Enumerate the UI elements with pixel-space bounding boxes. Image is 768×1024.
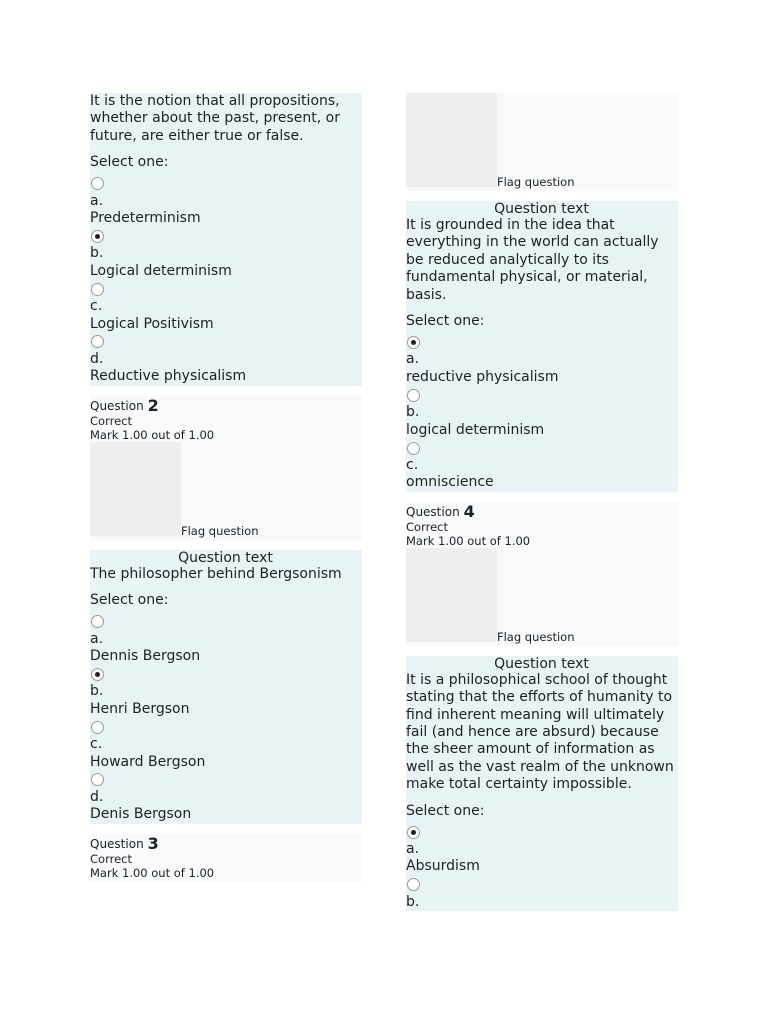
- question-1-options: [90, 175, 361, 386]
- option-letter: a.: [90, 630, 104, 647]
- radio-wrapper: [90, 280, 361, 298]
- question-word: Question: [90, 398, 144, 413]
- select-one-label: Select one:: [90, 592, 169, 609]
- option-label[interactable]: reductive physicalism: [406, 368, 559, 385]
- question-number: [90, 396, 362, 414]
- q2-radio-a[interactable]: [91, 615, 104, 628]
- q1-radio-c[interactable]: [91, 283, 104, 296]
- radio-wrapper: [90, 613, 361, 631]
- question-3-info: [90, 834, 362, 882]
- question-4-options: [406, 823, 677, 911]
- question-text-heading: Question text: [494, 201, 589, 217]
- question-4-info: [406, 502, 678, 646]
- question-text-heading: Question text: [494, 655, 589, 672]
- answer-option[interactable]: [90, 333, 361, 386]
- radio-wrapper: [90, 227, 361, 245]
- radio-wrapper: [406, 876, 677, 894]
- answer-option[interactable]: [90, 665, 361, 718]
- flag-question-link[interactable]: Flag question: [497, 629, 575, 644]
- question-2-info: [90, 396, 362, 540]
- flag-question-area: [406, 93, 678, 189]
- question-1-content: [90, 93, 362, 386]
- q1-radio-a[interactable]: [91, 177, 104, 190]
- option-letter: a.: [90, 192, 104, 209]
- question-mark: Mark 1.00 out of 1.00: [406, 533, 531, 548]
- option-letter: c.: [90, 736, 103, 753]
- flag-question-area: [406, 548, 678, 644]
- question-number: [90, 834, 362, 852]
- flag-icon[interactable]: [406, 93, 497, 187]
- option-letter: b.: [406, 404, 420, 421]
- answer-option[interactable]: [90, 613, 361, 666]
- question-status: Correct: [406, 519, 448, 534]
- option-letter: b.: [90, 245, 104, 262]
- q4-radio-a[interactable]: [407, 826, 420, 839]
- question-number-value: 4: [463, 501, 475, 521]
- question-status: Correct: [90, 413, 132, 428]
- flag-icon[interactable]: [90, 442, 181, 536]
- q2-radio-d[interactable]: [91, 773, 104, 786]
- select-one-label: Select one:: [406, 313, 485, 330]
- answer-option[interactable]: [90, 280, 361, 333]
- select-one-label: Select one:: [90, 154, 169, 171]
- question-number: [406, 502, 678, 520]
- question-2-prompt: The philosopher behind Bergsonism: [90, 565, 342, 582]
- flag-question-link[interactable]: Flag question: [181, 523, 259, 538]
- right-column: [406, 93, 678, 911]
- option-label[interactable]: Howard Bergson: [90, 753, 206, 770]
- option-letter: a.: [406, 351, 420, 368]
- q3-radio-c[interactable]: [407, 442, 420, 455]
- radio-wrapper: [406, 823, 677, 841]
- flag-question-area: [90, 442, 362, 538]
- radio-wrapper: [90, 175, 361, 193]
- left-column: [90, 93, 362, 882]
- flag-icon[interactable]: [406, 548, 497, 642]
- question-word: Question: [406, 504, 460, 519]
- select-one-label: Select one:: [406, 802, 485, 819]
- answer-option[interactable]: [90, 175, 361, 228]
- answer-option[interactable]: [90, 227, 361, 280]
- option-label[interactable]: Denis Bergson: [90, 806, 192, 823]
- option-label[interactable]: omniscience: [406, 474, 494, 491]
- option-letter: d.: [90, 350, 104, 367]
- answer-option[interactable]: [90, 771, 361, 824]
- option-label[interactable]: Reductive physicalism: [90, 368, 247, 385]
- radio-wrapper: [406, 439, 677, 457]
- q3-radio-b[interactable]: [407, 389, 420, 402]
- radio-wrapper: [90, 665, 361, 683]
- option-label[interactable]: Predeterminism: [90, 210, 201, 227]
- question-word: Question: [90, 836, 144, 851]
- option-letter: c.: [90, 298, 103, 315]
- radio-wrapper: [406, 333, 677, 351]
- question-2-content: [90, 550, 362, 824]
- question-number-value: 3: [147, 833, 159, 853]
- question-3-prompt: It is grounded in the idea that everything in the world can actually be reduced analytically to its fundamental physical, or material, basis.: [406, 217, 659, 303]
- question-mark: Mark 1.00 out of 1.00: [90, 427, 215, 442]
- answer-option[interactable]: [90, 718, 361, 771]
- option-label[interactable]: Dennis Bergson: [90, 647, 201, 664]
- question-2-options: [90, 613, 361, 824]
- radio-wrapper: [90, 718, 361, 736]
- option-letter: b.: [90, 683, 104, 700]
- option-letter: c.: [406, 457, 419, 473]
- flag-question-link[interactable]: Flag question: [497, 175, 575, 189]
- q4-radio-b[interactable]: [407, 878, 420, 891]
- option-letter: a.: [406, 841, 420, 858]
- q1-radio-d[interactable]: [91, 335, 104, 348]
- question-3-content: [406, 201, 678, 492]
- option-letter: d.: [90, 788, 104, 805]
- question-4-prompt: It is a philosophical school of thought stating that the efforts of humanity to find inherent meaning will ultimately fail (and hence are absurd) because the sheer amount of information as well as the vast realm of the unknown make total certainty impossible.: [406, 671, 674, 793]
- q2-radio-c[interactable]: [91, 721, 104, 734]
- answer-option[interactable]: [406, 439, 677, 492]
- option-label[interactable]: Henri Bergson: [90, 700, 190, 717]
- q2-radio-b[interactable]: [91, 668, 104, 681]
- radio-wrapper: [406, 386, 677, 404]
- radio-wrapper: [90, 771, 361, 789]
- question-3-options: [406, 333, 677, 491]
- answer-option[interactable]: [406, 333, 677, 386]
- question-mark: Mark 1.00 out of 1.00: [90, 865, 215, 880]
- question-text-heading: Question text: [178, 549, 273, 566]
- radio-wrapper: [90, 333, 361, 351]
- question-status: Correct: [90, 851, 132, 866]
- question-4-content: [406, 656, 678, 911]
- q1-radio-b[interactable]: [91, 230, 104, 243]
- question-1-prompt: It is the notion that all propositions, whether about the past, present, or future, are either true or false.: [90, 93, 340, 144]
- option-label[interactable]: Absurdism: [406, 858, 480, 875]
- answer-option[interactable]: [406, 386, 677, 439]
- option-label[interactable]: Logical determinism: [90, 262, 232, 279]
- answer-option[interactable]: [406, 823, 677, 876]
- question-number-value: 2: [147, 395, 159, 415]
- answer-option[interactable]: [406, 876, 677, 911]
- q3-radio-a[interactable]: [407, 336, 420, 349]
- question-3-flag-area: [406, 93, 678, 191]
- option-label[interactable]: logical determinism: [406, 421, 545, 438]
- option-letter: b.: [406, 893, 420, 910]
- option-label[interactable]: Logical Positivism: [90, 315, 214, 332]
